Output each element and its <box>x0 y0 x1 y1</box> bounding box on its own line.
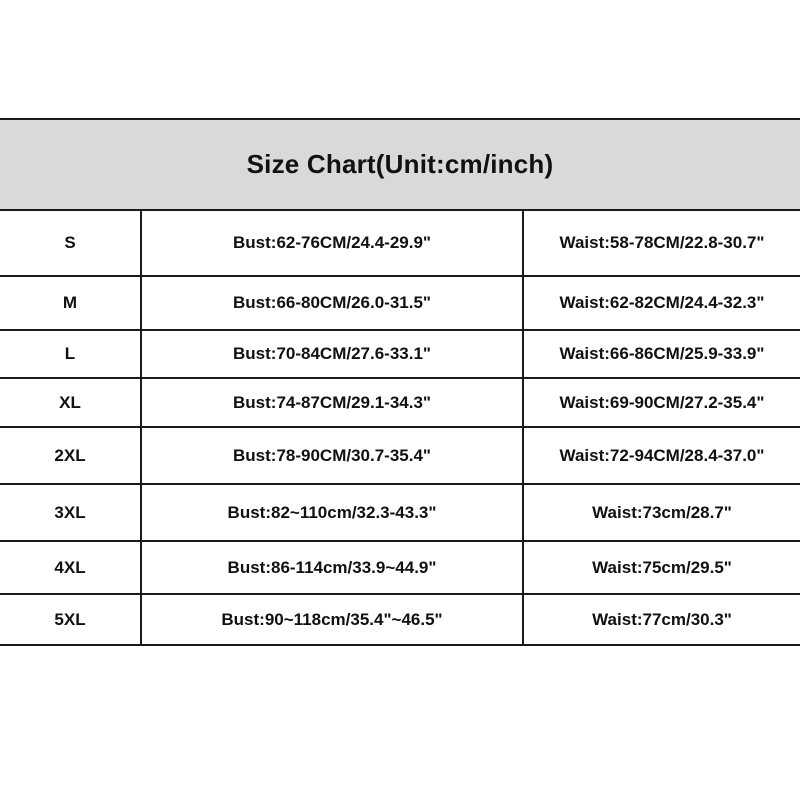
waist-measurement: Waist:75cm/29.5" <box>592 557 732 577</box>
bust-measurement: Bust:62-76CM/24.4-29.9" <box>142 211 524 275</box>
size-label: M <box>0 277 142 329</box>
waist-measurement: Waist:72-94CM/28.4-37.0" <box>559 445 765 465</box>
table-row <box>0 428 800 485</box>
table-row <box>0 379 800 428</box>
waist-measurement: Waist:62-82CM/24.4-32.3" <box>559 293 765 312</box>
size-label: L <box>0 331 142 377</box>
size-label: XL <box>0 379 142 426</box>
waist-measurement: Waist:66-86CM/25.9-33.9" <box>559 344 765 363</box>
table-row <box>0 211 800 277</box>
bust-measurement: Bust:70-84CM/27.6-33.1" <box>142 331 524 377</box>
bust-measurement: Bust:86-114cm/33.9~44.9" <box>142 542 524 593</box>
bust-measurement: Bust:82~110cm/32.3-43.3" <box>142 485 524 540</box>
waist-measurement: Waist:77cm/30.3" <box>592 609 732 629</box>
table-row <box>0 542 800 595</box>
size-chart-table <box>0 118 800 646</box>
size-label: 5XL <box>0 595 142 644</box>
table-row <box>0 331 800 379</box>
bust-measurement: Bust:90~118cm/35.4"~46.5" <box>142 595 524 644</box>
waist-measurement: Waist:73cm/28.7" <box>592 502 732 522</box>
table-row <box>0 595 800 646</box>
waist-measurement: Waist:58-78CM/22.8-30.7" <box>559 233 765 252</box>
table-row <box>0 277 800 331</box>
size-chart-header <box>0 120 800 211</box>
size-label: 3XL <box>0 485 142 540</box>
size-chart-title: Size Chart(Unit:cm/inch) <box>246 149 554 179</box>
table-row <box>0 485 800 542</box>
waist-measurement: Waist:69-90CM/27.2-35.4" <box>559 392 765 412</box>
bust-measurement: Bust:78-90CM/30.7-35.4" <box>142 428 524 483</box>
bust-measurement: Bust:74-87CM/29.1-34.3" <box>142 379 524 426</box>
size-label: 4XL <box>0 542 142 593</box>
size-label: 2XL <box>0 428 142 483</box>
size-label: S <box>0 211 142 275</box>
bust-measurement: Bust:66-80CM/26.0-31.5" <box>142 277 524 329</box>
